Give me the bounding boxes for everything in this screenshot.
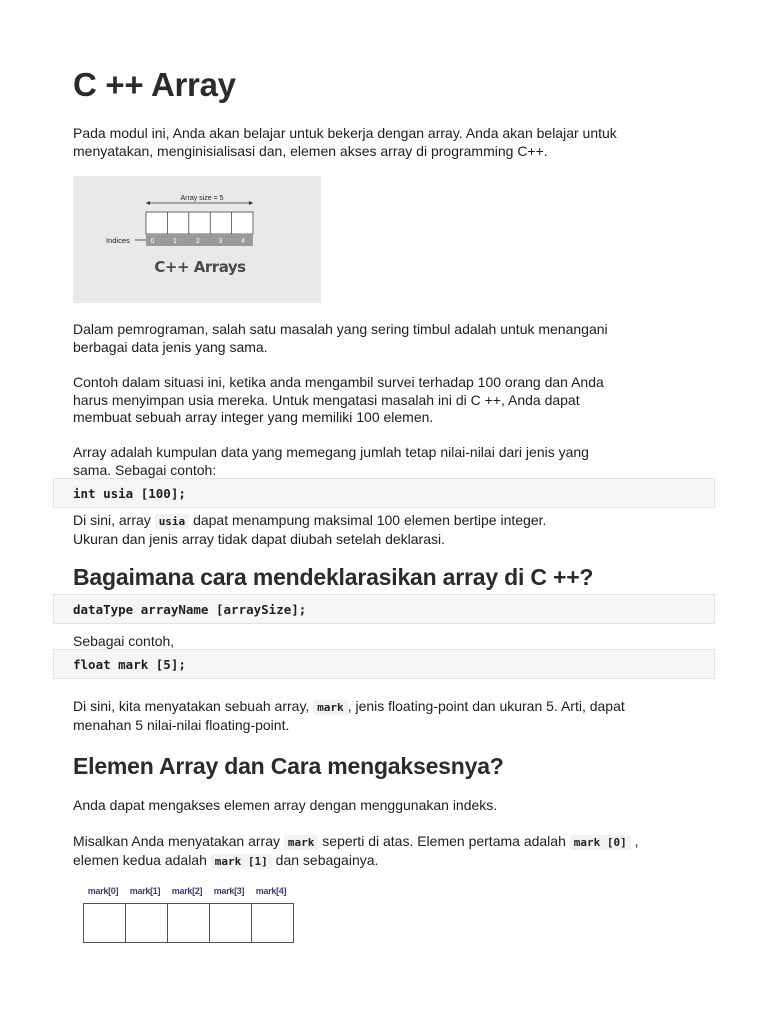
array-element-label: mark[2]	[171, 886, 203, 896]
paragraph-line	[73, 512, 693, 531]
indices-label: Indices	[106, 236, 130, 245]
text-span: Misalkan Anda menyatakan array	[73, 833, 284, 849]
text-span: dapat menampung maksimal 100 elemen bertipe integer.	[189, 512, 547, 528]
array-cell	[252, 903, 294, 943]
section-heading: Bagaimana cara mendeklarasikan array di C ++?	[73, 564, 594, 590]
code-block	[53, 649, 715, 679]
array-cell	[84, 903, 126, 943]
paragraph-line: Contoh dalam situasi ini, ketika anda mengambil survei terhadap 100 orang dan Anda	[73, 374, 604, 390]
paragraph	[73, 321, 693, 356]
paragraph-line: membuat sebuah array integer yang memiliki 100 elemen.	[73, 409, 434, 425]
text-span: dan sebagainya.	[271, 851, 379, 868]
mark-array-figure	[82, 886, 295, 944]
paragraph	[73, 374, 693, 427]
paragraph-line: berbagai data jenis yang sama.	[73, 338, 268, 355]
cpp-arrays-figure	[73, 176, 321, 303]
array-element-labels	[82, 886, 295, 902]
paragraph-line: Sebagai contoh,	[73, 633, 175, 649]
array-cells	[83, 903, 294, 943]
paragraph	[73, 698, 693, 734]
inline-code: mark [0]	[570, 835, 631, 850]
text-span: elemen kedua adalah	[73, 851, 211, 868]
code-text: float mark [5];	[73, 657, 186, 672]
paragraph	[73, 444, 693, 479]
array-cell	[126, 903, 168, 943]
text-span: seperti di atas. Elemen pertama adalah	[318, 833, 570, 849]
intro-paragraph	[73, 125, 693, 160]
paragraph-line: Array adalah kumpulan data yang memegang jumlah tetap nilai-nilai dari jenis yang	[73, 444, 589, 460]
array-cell	[168, 903, 210, 943]
paragraph-line	[73, 833, 693, 852]
index-label: 0	[150, 238, 155, 245]
text-span: , jenis floating-point dan ukuran 5. Arti, dapat	[347, 698, 625, 714]
array-element-label: mark[3]	[213, 886, 245, 896]
paragraph-line: Dalam pemrograman, salah satu masalah yang sering timbul adalah untuk menangani	[73, 321, 608, 337]
inline-code: mark [1]	[211, 854, 272, 869]
array-cell	[210, 903, 252, 943]
code-text: int usia [100];	[73, 486, 186, 501]
intro-line: menyatakan, menginisialisasi dan, elemen akses array di programming C++.	[73, 142, 548, 159]
intro-line: Pada modul ini, Anda akan belajar untuk bekerja dengan array. Anda akan belajar untuk	[73, 125, 617, 141]
inline-code: usia	[155, 514, 190, 529]
paragraph-line: harus menyimpan usia mereka. Untuk mengatasi masalah ini di C ++, Anda dapat	[73, 391, 580, 408]
array-element-label: mark[1]	[129, 886, 161, 896]
code-block	[53, 594, 715, 624]
paragraph	[73, 512, 693, 548]
code-text: dataType arrayName [arraySize];	[73, 602, 307, 617]
array-element-label: mark[0]	[87, 886, 119, 896]
paragraph-line: sama. Sebagai contoh:	[73, 461, 217, 478]
text-span: ,	[630, 833, 639, 849]
array-size-label: Array size = 5	[180, 195, 224, 202]
paragraph-line: menahan 5 nilai-nilai floating-point.	[73, 716, 290, 733]
code-block	[53, 478, 715, 508]
index-label: 3	[218, 238, 223, 245]
text-span: Di sini, kita menyatakan sebuah array,	[73, 698, 314, 714]
inline-code: mark	[313, 700, 348, 715]
text-span: Di sini, array	[73, 512, 155, 528]
paragraph-line	[73, 852, 693, 871]
page-title: C ++ Array	[73, 66, 236, 103]
index-label: 1	[173, 238, 177, 245]
section-heading: Elemen Array dan Cara mengaksesnya?	[73, 753, 504, 779]
paragraph	[73, 833, 693, 870]
paragraph-line: Anda dapat mengakses elemen array dengan menggunakan indeks.	[73, 797, 498, 813]
paragraph	[73, 797, 693, 815]
inline-code: mark	[284, 835, 319, 850]
index-label: 2	[196, 238, 200, 245]
index-label: 4	[241, 238, 245, 245]
paragraph-line: Ukuran dan jenis array tidak dapat diubah setelah deklarasi.	[73, 530, 446, 547]
paragraph-line	[73, 698, 693, 717]
figure-caption: C++ Arrays	[154, 258, 246, 276]
array-element-label: mark[4]	[255, 886, 287, 896]
paragraph	[73, 633, 693, 651]
